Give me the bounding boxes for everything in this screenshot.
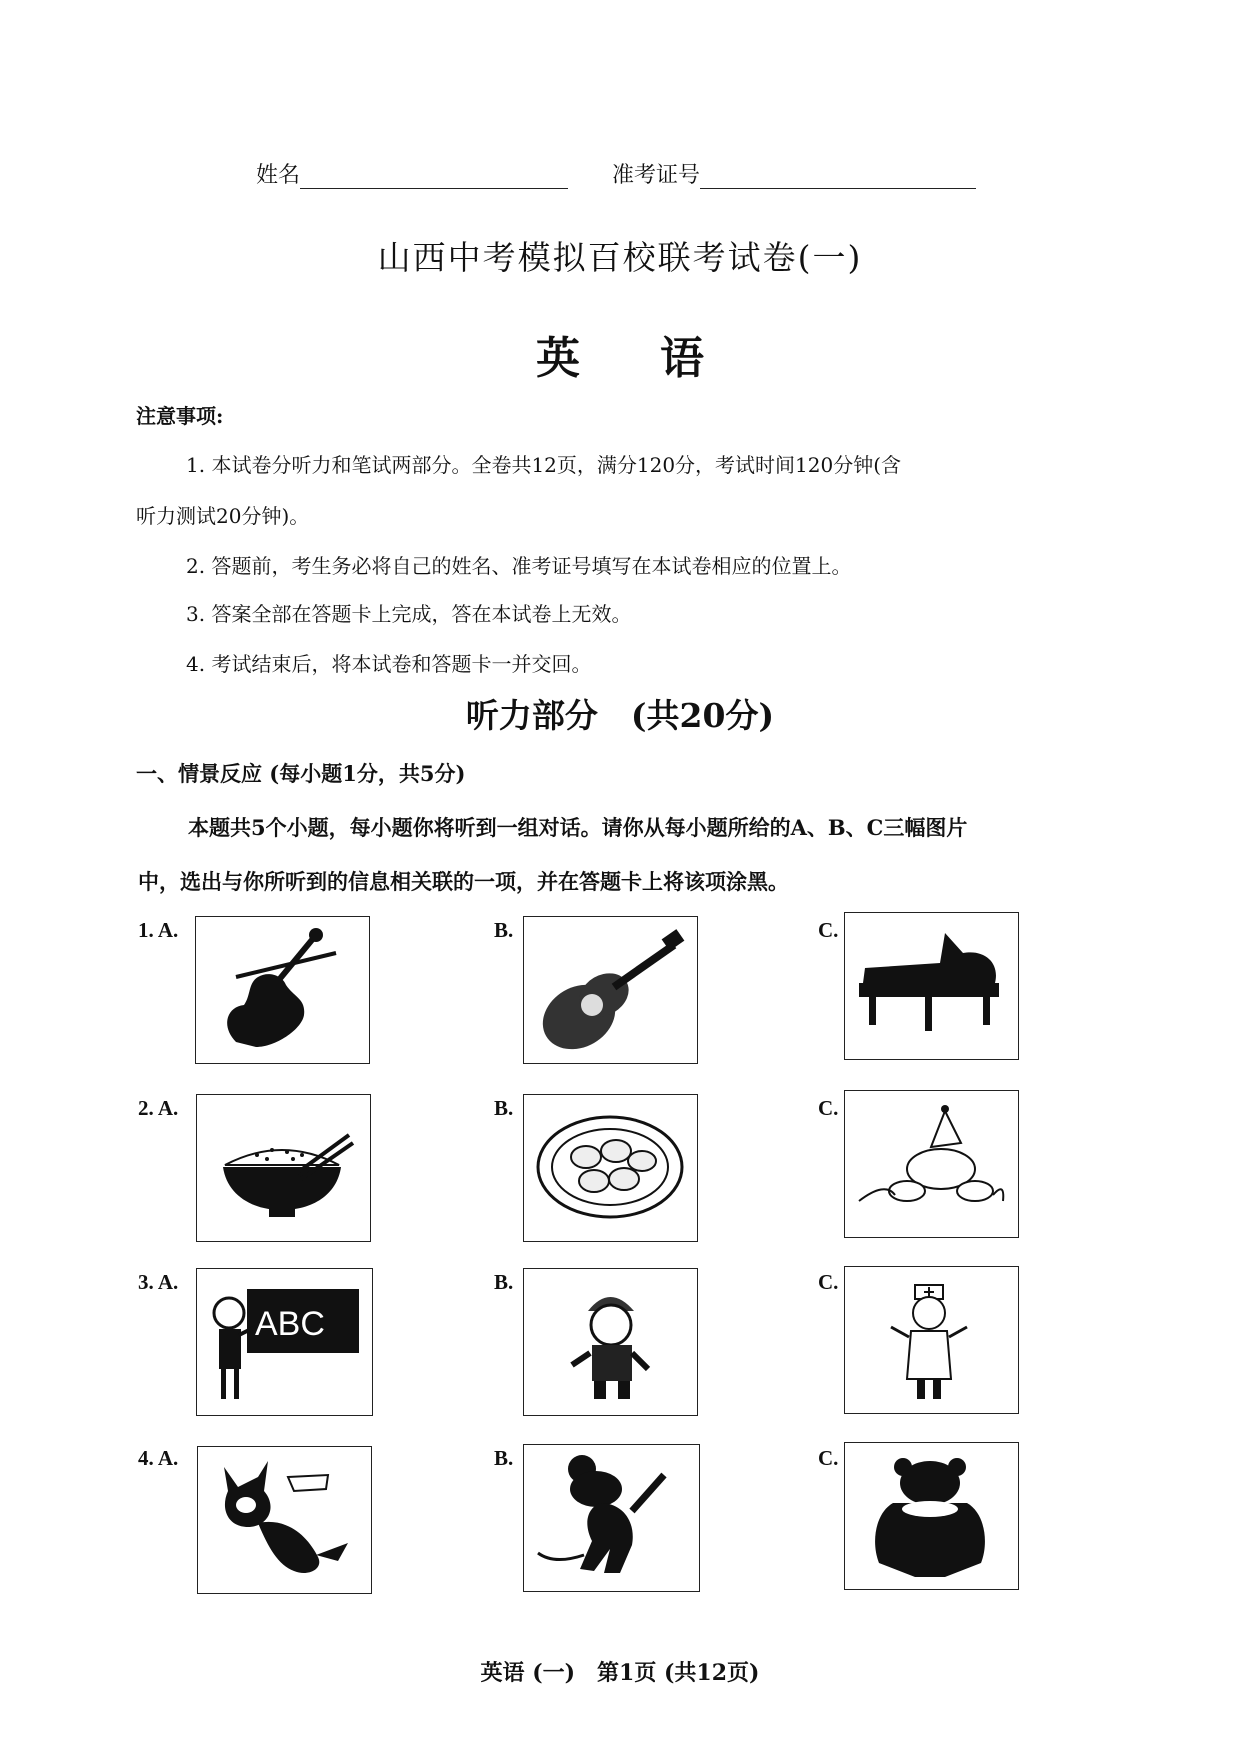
q4-label-c: C. (818, 1446, 839, 1470)
q2-option-b[interactable] (523, 1094, 698, 1242)
page-footer: 英语 (一) 第1页 (共12页) (480, 1660, 760, 1686)
q1-option-b[interactable] (523, 916, 698, 1064)
subject-title (0, 322, 1240, 386)
q3-label-c: C. (818, 1270, 839, 1294)
q3-option-b[interactable] (523, 1268, 698, 1416)
violin-icon (196, 917, 369, 1063)
part1-instructions-1: 本题共5个小题，每小题你将听到一组对话。请你从每小题所给的A、B、C三幅图片 (188, 815, 968, 840)
dumplings-icon (524, 1095, 697, 1241)
note-3: 3. 答案全部在答题卡上完成，答在本试卷上无效。 (186, 602, 632, 626)
guitar-icon (524, 917, 697, 1063)
piano-icon (845, 913, 1018, 1059)
q2-label-a: 2. A. (138, 1096, 179, 1120)
subject-char-2: 语 (660, 333, 704, 384)
q3-label-a: 3. A. (138, 1270, 179, 1294)
q2-option-c[interactable] (844, 1090, 1019, 1238)
rice-bowl-icon (197, 1095, 370, 1241)
part1-instructions-2: 中，选出与你所听到的信息相关联的一项，并在答题卡上将该项涂黑。 (138, 869, 789, 894)
name-blank[interactable] (300, 166, 568, 189)
q2-option-a[interactable] (196, 1094, 371, 1242)
note-4: 4. 考试结束后，将本试卷和答题卡一并交回。 (186, 652, 592, 676)
q4-label-a: 4. A. (138, 1446, 179, 1470)
note-1-cont: 听力测试20分钟)。 (136, 504, 310, 528)
mouse-icon (524, 1445, 699, 1591)
exam-id-blank[interactable] (700, 166, 976, 189)
section-title: 听力部分 (共20分) (465, 696, 775, 735)
note-1: 1. 本试卷分听力和笔试两部分。全卷共12页，满分120分，考试时间120分钟(含 (186, 453, 902, 477)
teacher-icon (197, 1269, 372, 1415)
bear-icon (845, 1443, 1018, 1589)
q1-option-a[interactable] (195, 916, 370, 1064)
worker-icon (524, 1269, 697, 1415)
blackboard-text: ABC (255, 1305, 325, 1343)
note-2: 2. 答题前，考生务必将自己的姓名、准考证号填写在本试卷相应的位置上。 (186, 554, 852, 578)
q2-label-b: B. (494, 1096, 514, 1120)
subject-char-1: 英 (536, 333, 580, 384)
part1-heading: 一、情景反应 (每小题1分，共5分) (136, 761, 466, 786)
q3-label-b: B. (494, 1270, 514, 1294)
exam-id-field (612, 158, 976, 189)
cat-icon (198, 1447, 371, 1593)
q2-label-c: C. (818, 1096, 839, 1120)
q4-option-a[interactable] (197, 1446, 372, 1594)
q1-label-a: 1. A. (138, 918, 179, 942)
doctor-icon (845, 1267, 1018, 1413)
q1-label-b: B. (494, 918, 514, 942)
q1-label-c: C. (818, 918, 839, 942)
exam-id-label: 准考证号 (612, 163, 701, 188)
birthday-party-icon (845, 1091, 1018, 1237)
q4-option-b[interactable] (523, 1444, 700, 1592)
q4-label-b: B. (494, 1446, 514, 1470)
name-label: 姓名 (256, 163, 301, 188)
q3-option-a[interactable] (196, 1268, 373, 1416)
name-field (256, 158, 568, 189)
q4-option-c[interactable] (844, 1442, 1019, 1590)
notes-heading: 注意事项: (136, 404, 224, 428)
q3-option-c[interactable] (844, 1266, 1019, 1414)
q1-option-c[interactable] (844, 912, 1019, 1060)
exam-title: 山西中考模拟百校联考试卷(一) (377, 238, 863, 277)
